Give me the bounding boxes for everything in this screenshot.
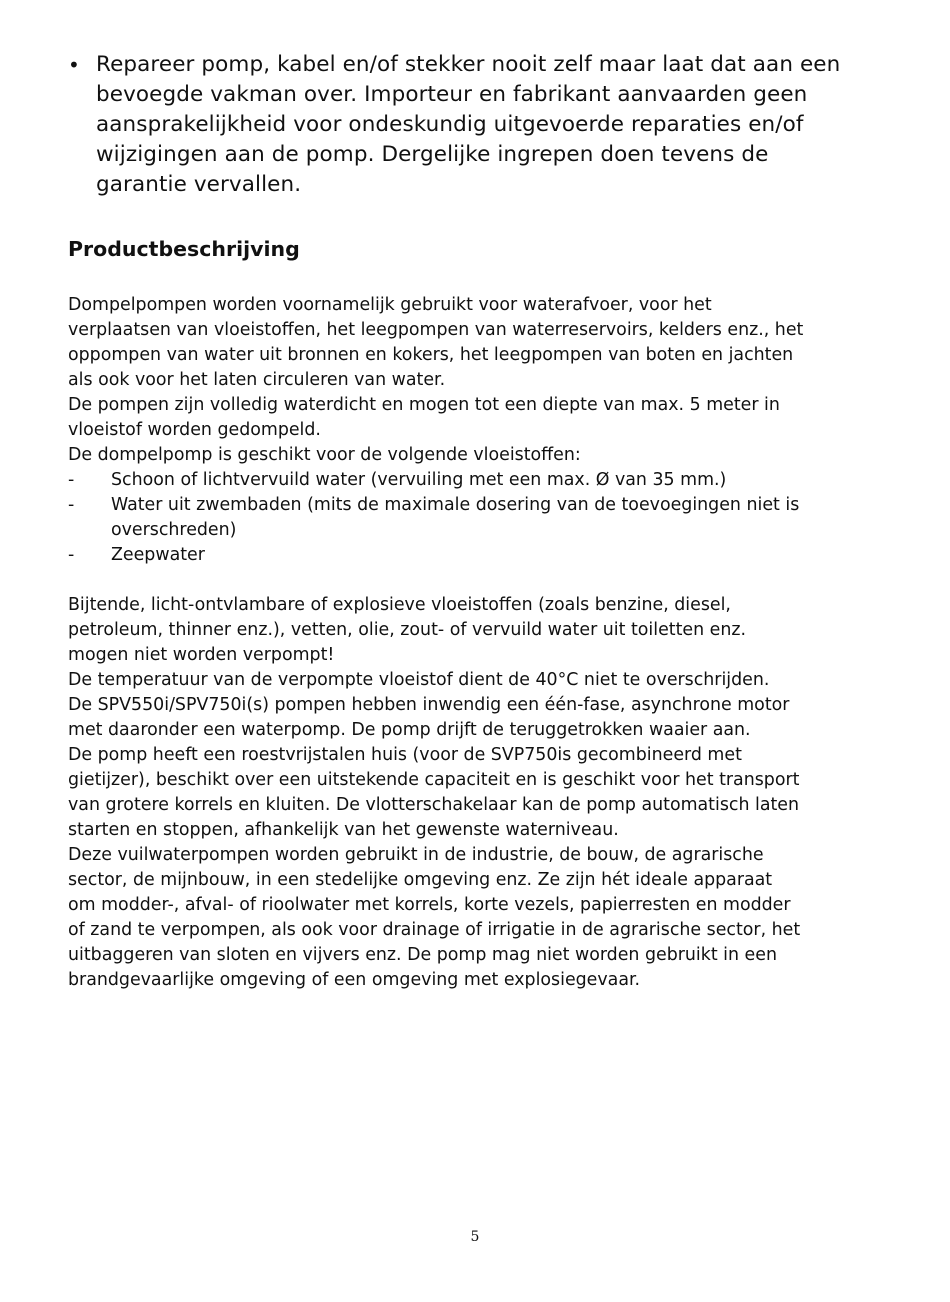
body-line: sector, de mijnbouw, in een stedelijke omgeving enz. Ze zijn hét ideale apparaat bbox=[68, 870, 773, 890]
body-line: om modder-, afval- of rioolwater met korrels, korte vezels, papierresten en modder bbox=[68, 895, 791, 915]
body-line: of zand te verpompen, als ook voor drainage of irrigatie in de agrarische sector, het bbox=[68, 920, 801, 940]
list-item-text: overschreden) bbox=[111, 520, 237, 540]
list-item-text: Water uit zwembaden (mits de maximale dosering van de toevoegingen niet is bbox=[111, 495, 800, 515]
body-line: met daaronder een waterpomp. De pomp drijft de teruggetrokken waaier aan. bbox=[68, 720, 751, 740]
bullet-line: wijzigingen aan de pomp. Dergelijke ingrepen doen tevens de bbox=[96, 142, 769, 167]
section-heading: Productbeschrijving bbox=[68, 237, 300, 261]
body-line: De pompen zijn volledig waterdicht en mogen tot een diepte van max. 5 meter in bbox=[68, 395, 780, 415]
bullet-line: garantie vervallen. bbox=[96, 172, 302, 197]
section-body bbox=[68, 293, 888, 993]
body-line: gietijzer), beschikt over een uitstekende capaciteit en is geschikt voor het transport bbox=[68, 770, 800, 790]
body-line: verplaatsen van vloeistoffen, het leegpompen van waterreservoirs, kelders enz., het bbox=[68, 320, 804, 340]
body-line: Bijtende, licht-ontvlambare of explosieve vloeistoffen (zoals benzine, diesel, bbox=[68, 595, 731, 615]
body-line: De dompelpomp is geschikt voor de volgende vloeistoffen: bbox=[68, 445, 581, 465]
bullet-line: aansprakelijkheid voor ondeskundig uitgevoerde reparaties en/of bbox=[96, 112, 804, 137]
body-line: uitbaggeren van sloten en vijvers enz. De pomp mag niet worden gebruikt in een bbox=[68, 945, 777, 965]
body-line: brandgevaarlijke omgeving of een omgeving met explosiegevaar. bbox=[68, 970, 641, 990]
list-item-text: Zeepwater bbox=[111, 545, 205, 565]
liquids-list bbox=[68, 468, 888, 568]
body-line: van grotere korrels en kluiten. De vlotterschakelaar kan de pomp automatisch laten bbox=[68, 795, 800, 815]
dash-marker: - bbox=[68, 470, 75, 490]
body-line: Deze vuilwaterpompen worden gebruikt in de industrie, de bouw, de agrarische bbox=[68, 845, 764, 865]
body-line: petroleum, thinner enz.), vetten, olie, zout- of vervuild water uit toiletten enz. bbox=[68, 620, 747, 640]
body-line: als ook voor het laten circuleren van water. bbox=[68, 370, 446, 390]
body-line: Dompelpompen worden voornamelijk gebruikt voor waterafvoer, voor het bbox=[68, 295, 712, 315]
body-line: De temperatuur van de verpompte vloeistof dient de 40°C niet te overschrijden. bbox=[68, 670, 770, 690]
list-item bbox=[68, 468, 888, 493]
body-line: De pomp heeft een roestvrijstalen huis (voor de SVP750is gecombineerd met bbox=[68, 745, 742, 765]
page-number: 5 bbox=[470, 1229, 480, 1245]
dash-marker: - bbox=[68, 495, 75, 515]
document-page bbox=[68, 50, 888, 993]
body-line: starten en stoppen, afhankelijk van het gewenste waterniveau. bbox=[68, 820, 619, 840]
body-line: mogen niet worden verpompt! bbox=[68, 645, 335, 665]
paragraph-spacer bbox=[68, 568, 888, 593]
bullet-line: bevoegde vakman over. Importeur en fabrikant aanvaarden geen bbox=[96, 82, 808, 107]
bullet-icon: • bbox=[68, 53, 80, 77]
list-item bbox=[68, 543, 888, 568]
bullet-line: Repareer pomp, kabel en/of stekker nooit zelf maar laat dat aan een bbox=[96, 52, 841, 77]
body-line: De SPV550i/SPV750i(s) pompen hebben inwendig een één-fase, asynchrone motor bbox=[68, 695, 790, 715]
warning-bullet-item bbox=[68, 50, 888, 200]
list-item bbox=[68, 493, 888, 543]
list-item-text: Schoon of lichtvervuild water (vervuiling met een max. Ø van 35 mm.) bbox=[111, 470, 727, 490]
body-line: vloeistof worden gedompeld. bbox=[68, 420, 321, 440]
body-line: oppompen van water uit bronnen en kokers, het leegpompen van boten en jachten bbox=[68, 345, 794, 365]
dash-marker: - bbox=[68, 545, 75, 565]
